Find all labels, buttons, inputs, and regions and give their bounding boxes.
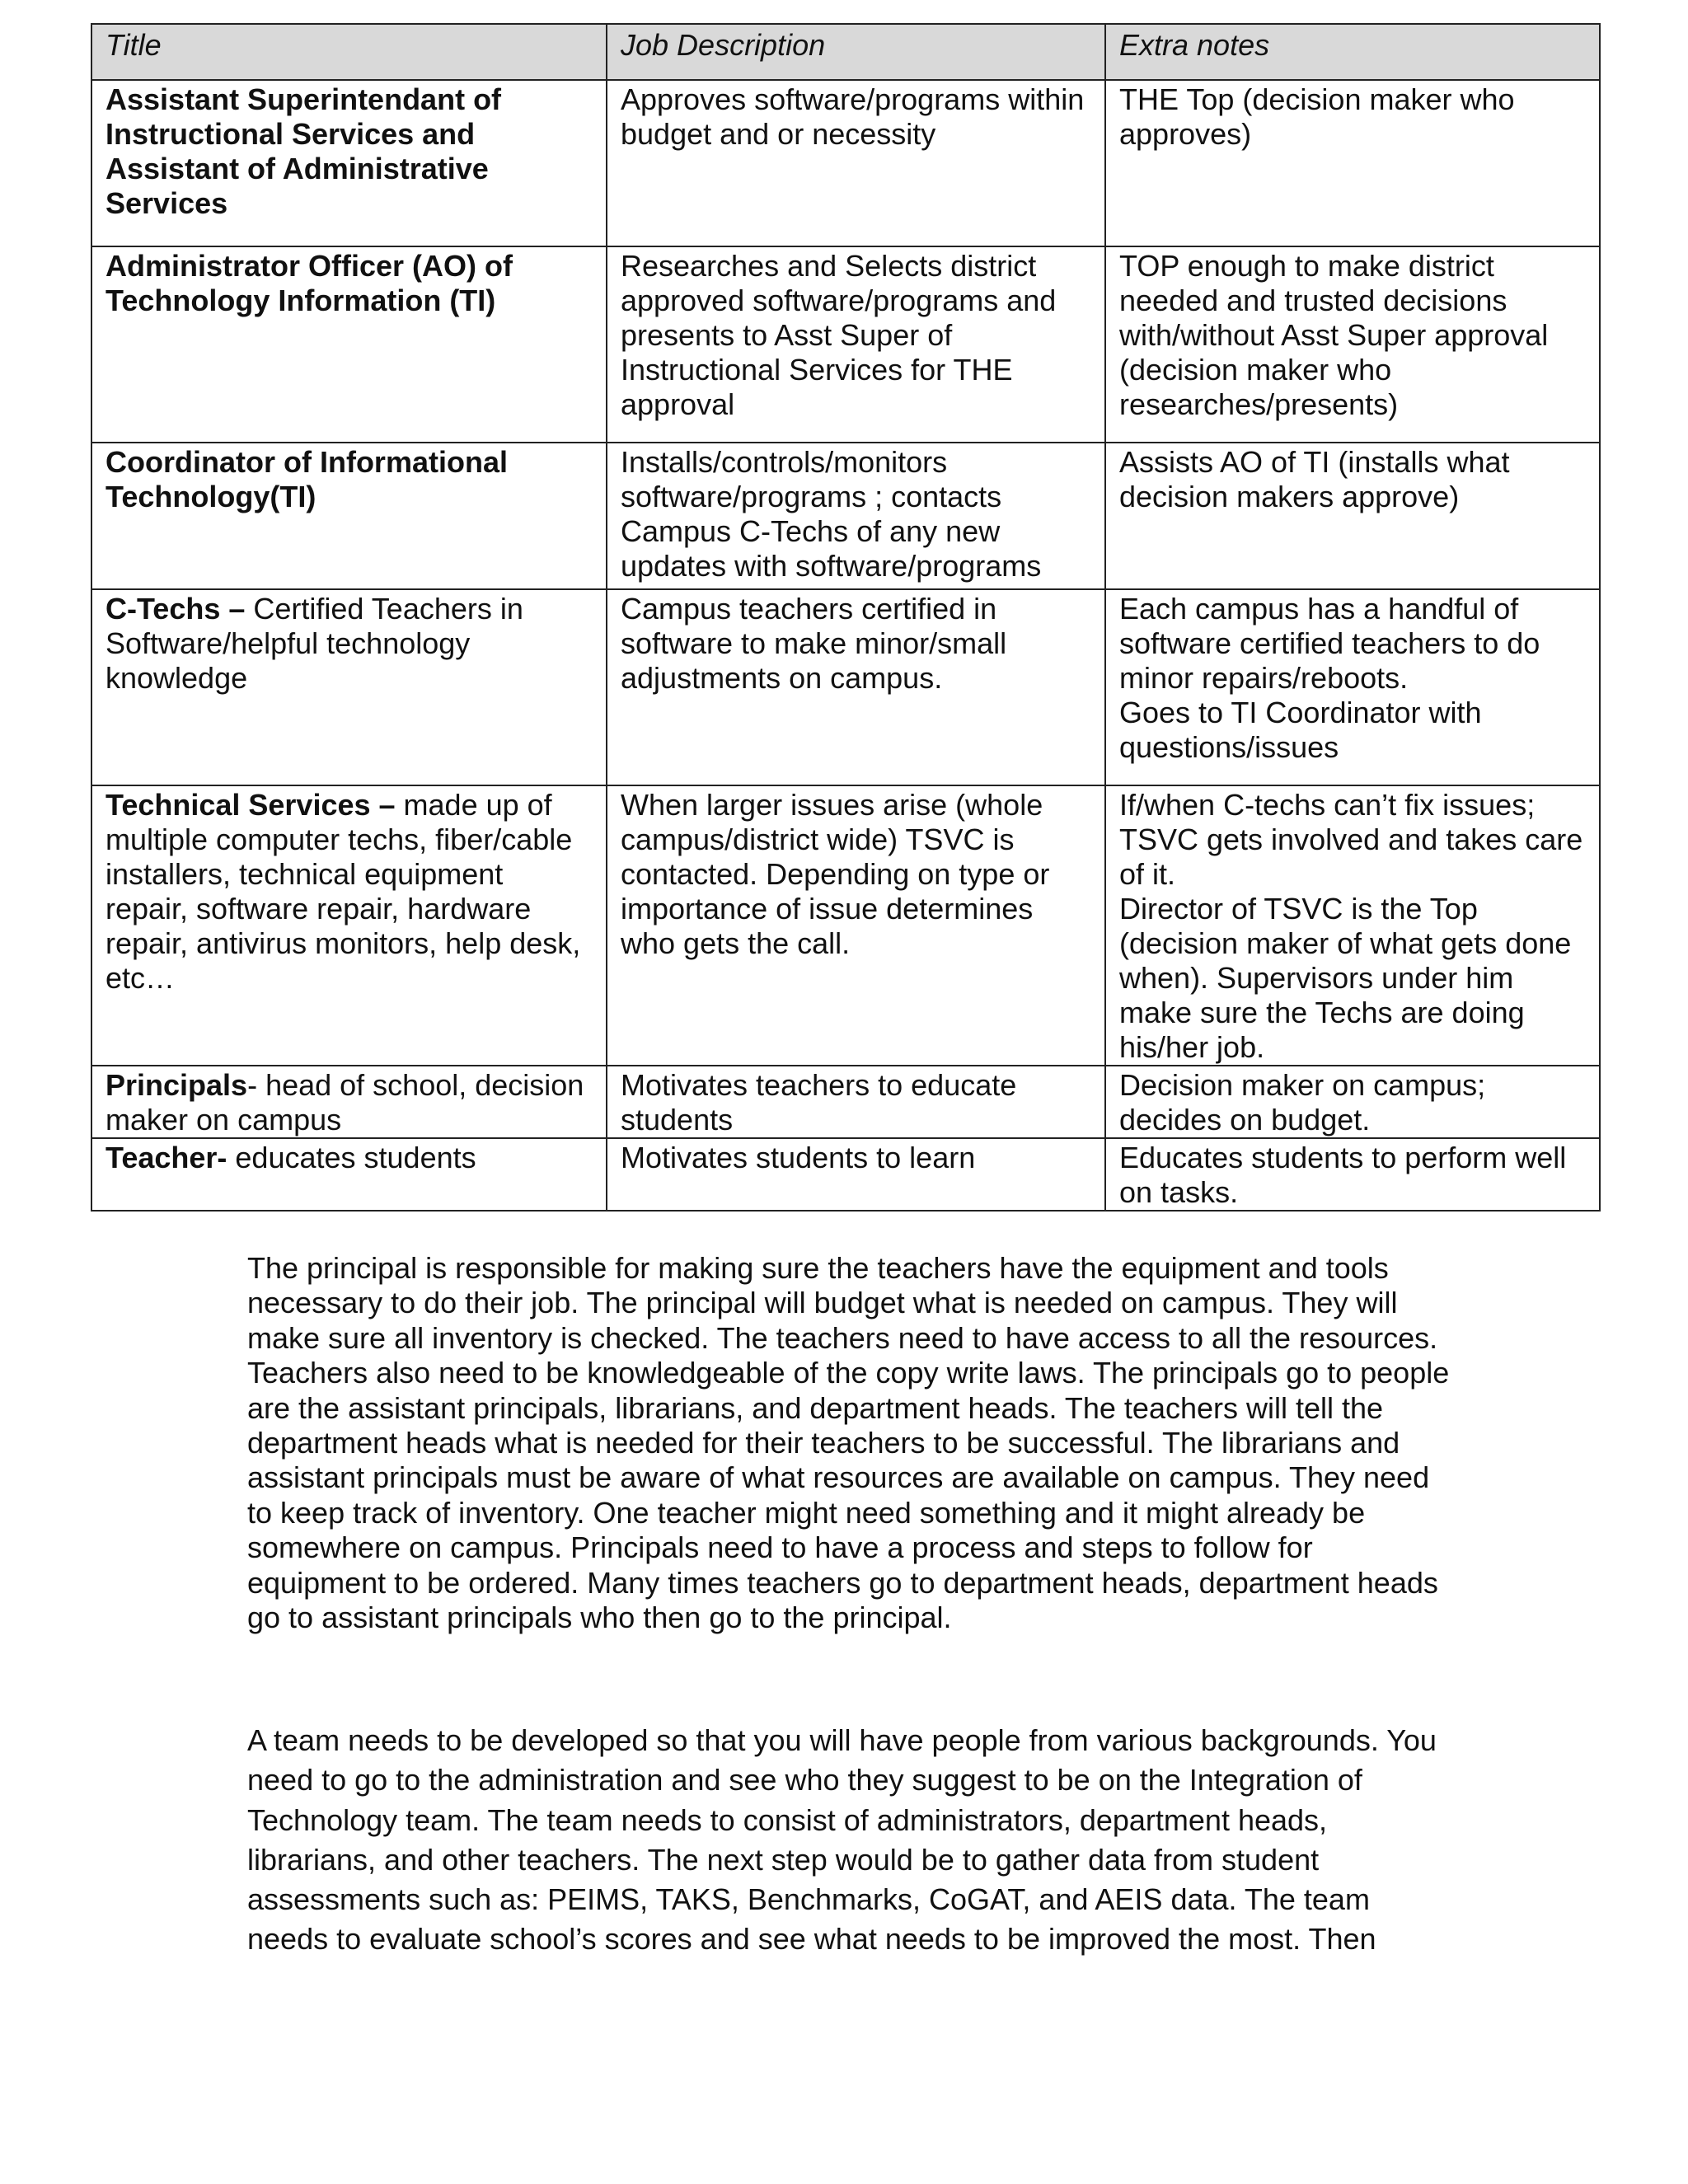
title-rest: Certified Teachers in Software/helpful technology knowledge <box>106 592 523 695</box>
title-bold: Principals <box>106 1068 248 1102</box>
title-rest: educates students <box>227 1141 476 1174</box>
notes-extra-text: Goes to TI Coordinator with questions/issues <box>1119 696 1482 764</box>
notes-cell <box>1105 1138 1600 1211</box>
title-rest: - head of school, decision maker on campus <box>106 1068 584 1137</box>
table-row <box>91 246 1600 443</box>
title-bold: Technical Services – <box>106 788 396 822</box>
header-title: Title <box>91 24 607 80</box>
notes-cell <box>1105 589 1600 785</box>
table-row <box>91 443 1600 589</box>
title-cell <box>91 443 607 589</box>
title-cell <box>91 589 607 785</box>
notes-text: Each campus has a handful of software certified teachers to do minor repairs/reboots. <box>1119 592 1540 695</box>
title-cell <box>91 785 607 1066</box>
title-bold: Coordinator of Informational Technology(TI) <box>106 445 508 513</box>
notes-text: Educates students to perform well on tasks. <box>1119 1141 1567 1209</box>
notes-cell <box>1105 246 1600 443</box>
title-bold: Administrator Officer (AO) of Technology Information (TI) <box>106 249 513 317</box>
header-job-description: Job Description <box>607 24 1105 80</box>
notes-text: THE Top (decision maker who approves) <box>1119 82 1515 151</box>
body-paragraph: The principal is responsible for making sure the teachers have the equipment and tools necessary to do their job. The principal will budget what is needed on campus. They will make sure all inventory is checked. The teachers need to have access to all the resources. Teachers also need to be knowledgeable of the copy write laws. The principals go to people are the assistant principals, librarians, and department heads. The teachers will tell the department heads what is needed for their teachers to be successful. The librarians and assistant principals must be aware of what resources are available on campus. They need to keep track of inventory. One teacher might need something and it might already be somewhere on campus. Principals need to have a process and steps to follow for equipment to be ordered. Many times teachers go to department heads, department heads go to assistant principals who then go to the principal. <box>247 1251 1450 1635</box>
title-cell <box>91 246 607 443</box>
description-cell: Approves software/programs within budget and or necessity <box>607 80 1105 246</box>
title-cell <box>91 1066 607 1138</box>
title-bold: Teacher- <box>106 1141 227 1174</box>
notes-text: TOP enough to make district needed and trusted decisions with/without Asst Super approval (decision maker who researches/presents) <box>1119 249 1549 421</box>
header-extra-notes: Extra notes <box>1105 24 1600 80</box>
description-cell: Installs/controls/monitors software/programs ; contacts Campus C-Techs of any new updates with software/programs <box>607 443 1105 589</box>
body-paragraph: A team needs to be developed so that you will have people from various backgrounds. You need to go to the administration and see who they suggest to be on the Integration of Technology team. The team needs to consist of administrators, department heads, librarians, and other teachers. The next step would be to gather data from student assessments such as: PEIMS, TAKS, Benchmarks, CoGAT, and AEIS data. The team needs to evaluate school’s scores and see what needs to be improved the most. Then <box>247 1723 1437 1957</box>
notes-cell <box>1105 1066 1600 1138</box>
title-rest: made up of multiple computer techs, fiber/cable installers, technical equipment repair, software repair, hardware repair, antivirus monitors, help desk, etc… <box>106 788 581 995</box>
description-cell: When larger issues arise (whole campus/district wide) TSVC is contacted. Depending on type or importance of issue determines who gets the call. <box>607 785 1105 1066</box>
description-cell: Motivates teachers to educate students <box>607 1066 1105 1138</box>
table-row <box>91 80 1600 246</box>
notes-extra-text: Director of TSVC is the Top (decision maker of what gets done when). Supervisors under him make sure the Techs are doing his/her job. <box>1119 892 1572 1064</box>
notes-text: Assists AO of TI (installs what decision makers approve) <box>1119 445 1510 513</box>
description-cell: Campus teachers certified in software to make minor/small adjustments on campus. <box>607 589 1105 785</box>
table-row <box>91 1138 1600 1211</box>
table-header-row <box>91 24 1600 80</box>
notes-cell <box>1105 443 1600 589</box>
title-cell <box>91 1138 607 1211</box>
table-row <box>91 785 1600 1066</box>
title-cell <box>91 80 607 246</box>
notes-text: If/when C-techs can’t fix issues; TSVC gets involved and takes care of it. <box>1119 788 1583 891</box>
notes-cell <box>1105 785 1600 1066</box>
notes-text: Decision maker on campus; decides on budget. <box>1119 1068 1486 1137</box>
title-bold: C-Techs – <box>106 592 246 626</box>
description-cell: Researches and Selects district approved software/programs and presents to Asst Super of Instructional Services for THE approval <box>607 246 1105 443</box>
table-row <box>91 1066 1600 1138</box>
description-cell: Motivates students to learn <box>607 1138 1105 1211</box>
roles-table <box>91 23 1601 1212</box>
title-bold: Assistant Superintendant of Instructional Services and Assistant of Administrative Services <box>106 82 502 220</box>
table-row <box>91 589 1600 785</box>
notes-cell <box>1105 80 1600 246</box>
